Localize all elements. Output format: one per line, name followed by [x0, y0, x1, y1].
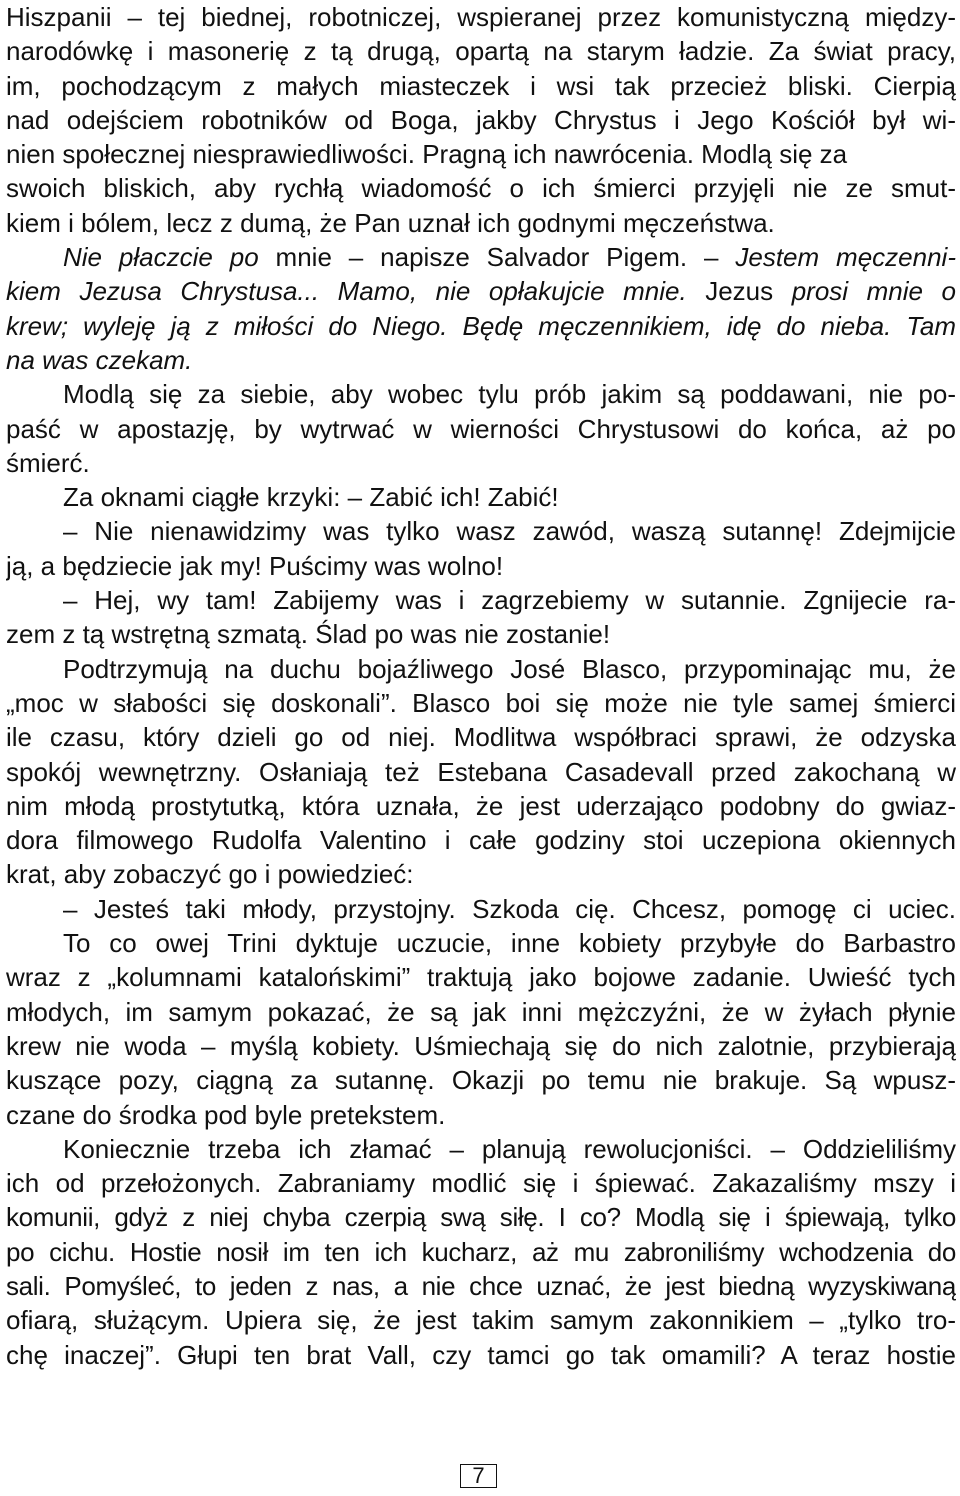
text-line [6, 1098, 956, 1132]
text-line [6, 446, 956, 480]
text-segment: sali. Pomyśleć, to jeden z nas, a nie chce uznać, że jest biedną wyzyskiwaną [6, 1270, 956, 1301]
text-line [6, 583, 956, 617]
text-line [6, 1338, 956, 1372]
text-segment: krat, aby zobaczyć go i powiedzieć: [6, 859, 414, 890]
text-line [6, 343, 956, 377]
text-line [6, 69, 956, 103]
italic-text: Jestem męczenni- [735, 242, 956, 273]
text-segment: Jezus [686, 276, 792, 307]
text-line [6, 0, 956, 34]
text-segment: ją, a będziecie jak my! Puścimy was wolno! [6, 550, 504, 581]
text-segment: Hiszpanii – tej biednej, robotniczej, wspieranej przez komunistyczną między- [6, 2, 956, 32]
text-segment: kuszące pozy, ciągną za sutannę. Okazji po temu nie brakuje. Są wpusz- [6, 1065, 956, 1096]
italic-text: krew; wyleję ją z miłości do Niego. Będę męczennikiem, idę do nieba. Tam [6, 310, 956, 341]
text-line [6, 137, 956, 171]
text-line [6, 171, 956, 205]
text-segment: krew nie woda – myślą kobiety. Uśmiechają się do nich zalotnie, przybierają [6, 1030, 956, 1061]
text-segment: śmierć. [6, 447, 90, 478]
text-segment: zem z tą wstrętną szmatą. Ślad po was nie zostanie! [6, 619, 611, 650]
text-line [6, 103, 956, 137]
text-segment: To co owej Trini dyktuje uczucie, inne kobiety przybyłe do Barbastro [63, 928, 956, 959]
text-line [6, 857, 956, 891]
text-line [6, 240, 956, 274]
text-line [6, 789, 956, 823]
text-line [6, 1269, 956, 1303]
text-segment: – Nie nienawidzimy was tylko wasz zawód, waszą sutannę! Zdejmijcie [63, 516, 956, 547]
body-text [6, 0, 956, 1372]
text-line [6, 309, 956, 343]
text-segment: ile czasu, który dzieli go od niej. Modlitwa współbraci sprawi, że odzyska [6, 722, 956, 753]
text-line [6, 823, 956, 857]
text-line [6, 892, 956, 926]
text-line [6, 1235, 956, 1269]
text-segment: chę inaczej”. Głupi ten brat Vall, czy tamci go tak omamili? A teraz hostie [6, 1339, 956, 1370]
italic-text: na was czekam. [6, 344, 193, 375]
text-segment: Za oknami ciągłe krzyki: – Zabić ich! Zabić! [63, 482, 559, 513]
text-segment: dora filmowego Rudolfa Valentino i całe godziny stoi uczepiona okiennych [6, 825, 956, 856]
italic-text: prosi mnie o [791, 276, 956, 307]
page-number: 7 [460, 1464, 497, 1488]
text-segment: czane do środka pod byle pretekstem. [6, 1099, 446, 1130]
text-segment: – Hej, wy tam! Zabijemy was i zagrzebiemy w sutannie. Zgnijecie ra- [63, 585, 956, 616]
text-line [6, 1132, 956, 1166]
text-line [6, 206, 956, 240]
text-line [6, 617, 956, 651]
text-line [6, 514, 956, 548]
text-segment: komunii, gdyż z niej chyba czerpią swą siłę. I co? Modlą się i śpiewają, tylko [6, 1202, 956, 1233]
text-line [6, 755, 956, 789]
text-segment: wraz z „kolumnami katalońskimi” traktują jako bojowe zadanie. Uwieść tych [6, 962, 956, 993]
text-segment: spokój wewnętrzny. Osłaniają też Estebana Casadevall przed zakochaną w [6, 756, 956, 787]
text-segment: mnie – napisze Salvador Pigem. – [258, 242, 736, 273]
text-segment: im, pochodzącym z małych miasteczek i wsi tak przecież bliski. Cierpią [6, 70, 956, 101]
text-line [6, 960, 956, 994]
text-line [6, 1166, 956, 1200]
text-line [6, 274, 956, 308]
text-segment: Podtrzymują na duchu bojaźliwego José Blasco, przypominając mu, że [63, 653, 956, 684]
text-segment: kiem i bólem, lecz z dumą, że Pan uznał ich godnymi męczeństwa. [6, 207, 775, 238]
text-line [6, 720, 956, 754]
text-line [6, 1200, 956, 1234]
text-line [6, 995, 956, 1029]
text-line [6, 480, 956, 514]
text-line [6, 926, 956, 960]
italic-text: Nie płaczcie po [63, 242, 259, 273]
text-segment: Modlą się za siebie, aby wobec tylu prób jakim są poddawani, nie po- [63, 379, 956, 410]
text-segment: ich od przełożonych. Zabraniamy modlić się i śpiewać. Zakazaliśmy mszy i [6, 1168, 956, 1199]
text-segment: Koniecznie trzeba ich złamać – planują rewolucjoniści. – Oddzieliliśmy [63, 1133, 956, 1164]
text-line [6, 652, 956, 686]
text-segment: nien społecznej niesprawiedliwości. Pragną ich nawrócenia. Modlą się za [6, 139, 848, 170]
text-line [6, 377, 956, 411]
text-segment: nim młodą prostytutką, która uznała, że jest uderzająco podobny do gwiaz- [6, 790, 956, 821]
text-segment: młodych, im samym pokazać, że są jak inni mężczyźni, że w żyłach płynie [6, 996, 956, 1027]
text-line [6, 1063, 956, 1097]
text-segment: narodówkę i masonerię z tą drugą, opartą na starym ładzie. Za świat pracy, [6, 36, 956, 67]
text-segment: ofiarą, służącym. Upiera się, że jest takim samym zakonnikiem – „tylko tro- [6, 1305, 956, 1336]
text-segment: paść w apostazję, by wytrwać w wierności Chrystusowi do końca, aż po [6, 413, 956, 444]
text-line [6, 412, 956, 446]
text-line [6, 1029, 956, 1063]
text-segment: nad odejściem robotników od Boga, jakby Chrystus i Jego Kościół był wi- [6, 104, 956, 135]
text-line [6, 686, 956, 720]
text-segment: „moc w słabości się doskonali”. Blasco boi się może nie tyle samej śmierci [6, 687, 956, 718]
text-segment: po cichu. Hostie nosił im ten ich kucharz, aż mu zabroniliśmy wchodzenia do [6, 1236, 956, 1267]
text-line [6, 549, 956, 583]
italic-text: kiem Jezusa Chrystusa... Mamo, nie opłakujcie mnie. [6, 276, 687, 307]
text-line [6, 34, 956, 68]
text-segment: – Jesteś taki młody, przystojny. Szkoda cię. Chcesz, pomogę ci uciec. [63, 893, 956, 924]
text-segment: swoich bliskich, aby rychłą wiadomość o ich śmierci przyjęli nie ze smut- [6, 173, 956, 204]
text-line [6, 1303, 956, 1337]
